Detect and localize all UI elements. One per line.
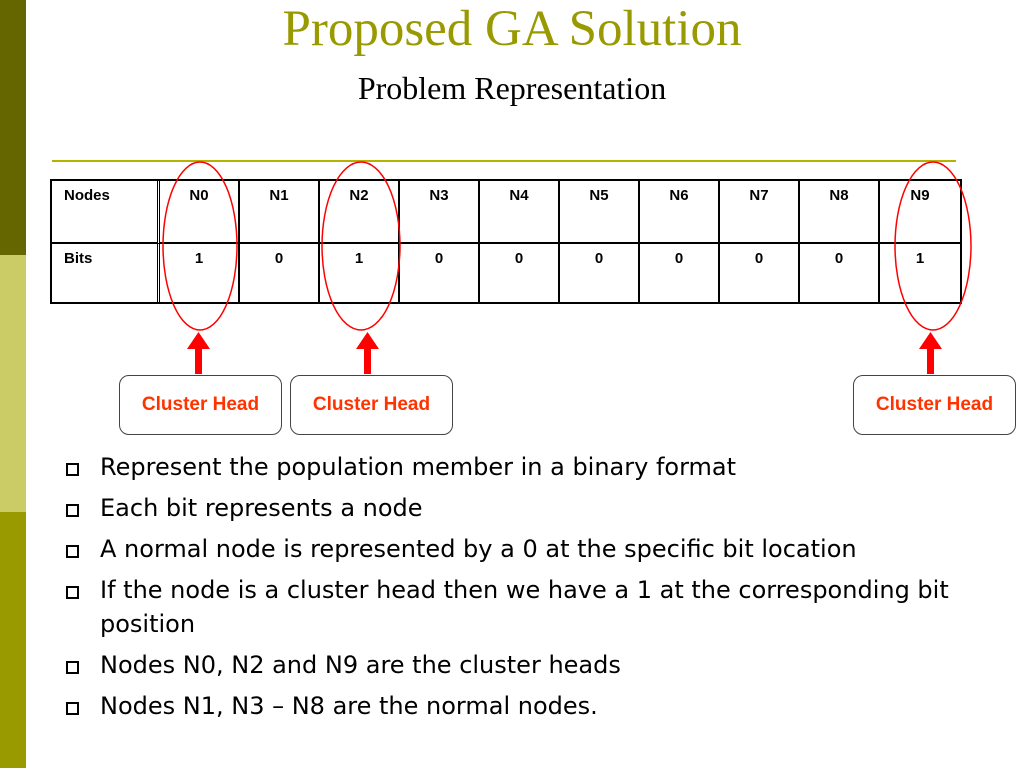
- node-cell: N2: [320, 181, 400, 244]
- bullet-text: Each bit represents a node: [100, 494, 423, 522]
- square-bullet-icon: [66, 661, 79, 674]
- bit-cell: 1: [320, 244, 400, 302]
- square-bullet-icon: [66, 504, 79, 517]
- bit-cell: 0: [240, 244, 320, 302]
- bullet-item: [62, 532, 962, 566]
- bullet-text: If the node is a cluster head then we have a 1 at the corresponding bit position: [100, 576, 949, 638]
- node-cell: N5: [560, 181, 640, 244]
- node-cell: N6: [640, 181, 720, 244]
- bits-row-header: Bits: [52, 244, 160, 302]
- bullet-text: Represent the population member in a binary format: [100, 453, 737, 481]
- bullet-item: [62, 689, 962, 723]
- square-bullet-icon: [66, 586, 79, 599]
- nodes-row-header: Nodes: [52, 181, 160, 244]
- slide-title: Proposed GA Solution: [282, 1, 742, 57]
- node-cell: N3: [400, 181, 480, 244]
- bullet-item: [62, 491, 962, 525]
- bit-cell: 0: [560, 244, 640, 302]
- highlight-ellipse-n9: [895, 162, 971, 330]
- node-cell: N7: [720, 181, 800, 244]
- bit-cell: 0: [480, 244, 560, 302]
- cluster-head-callout-n9: [853, 375, 1016, 435]
- cluster-head-callout-n0: [119, 375, 282, 435]
- callout-label: Cluster Head: [312, 394, 431, 415]
- bullet-text: Nodes N1, N3 – N8 are the normal nodes.: [100, 692, 598, 720]
- arrow-up-icon: [187, 332, 210, 374]
- bit-cell: 0: [640, 244, 720, 302]
- cluster-head-callout-n2: [290, 375, 453, 435]
- square-bullet-icon: [66, 545, 79, 558]
- bit-cell: 1: [160, 244, 240, 302]
- bullet-text: A normal node is represented by a 0 at the specific bit location: [100, 535, 857, 563]
- node-cell: N8: [800, 181, 880, 244]
- node-cell: N0: [160, 181, 240, 244]
- node-cell: N4: [480, 181, 560, 244]
- highlight-ellipse-n2: [322, 162, 400, 330]
- bullet-item: [62, 648, 962, 682]
- bullet-list: [62, 450, 962, 730]
- square-bullet-icon: [66, 463, 79, 476]
- arrow-up-icon: [919, 332, 942, 374]
- bullet-item: [62, 450, 962, 484]
- callout-label: Cluster Head: [141, 394, 260, 415]
- highlight-ellipse-n0: [163, 162, 237, 330]
- node-cell: N1: [240, 181, 320, 244]
- node-cell: N9: [880, 181, 960, 244]
- slide-subtitle: Problem Representation: [357, 70, 667, 106]
- square-bullet-icon: [66, 702, 79, 715]
- bit-cell: 0: [800, 244, 880, 302]
- arrow-up-icon: [356, 332, 379, 374]
- bullet-item: [62, 573, 962, 641]
- callout-label: Cluster Head: [875, 394, 994, 415]
- bit-cell: 0: [720, 244, 800, 302]
- bullet-text: Nodes N0, N2 and N9 are the cluster heads: [100, 651, 621, 679]
- bit-cell: 1: [915, 250, 925, 267]
- bit-cell: 0: [400, 244, 480, 302]
